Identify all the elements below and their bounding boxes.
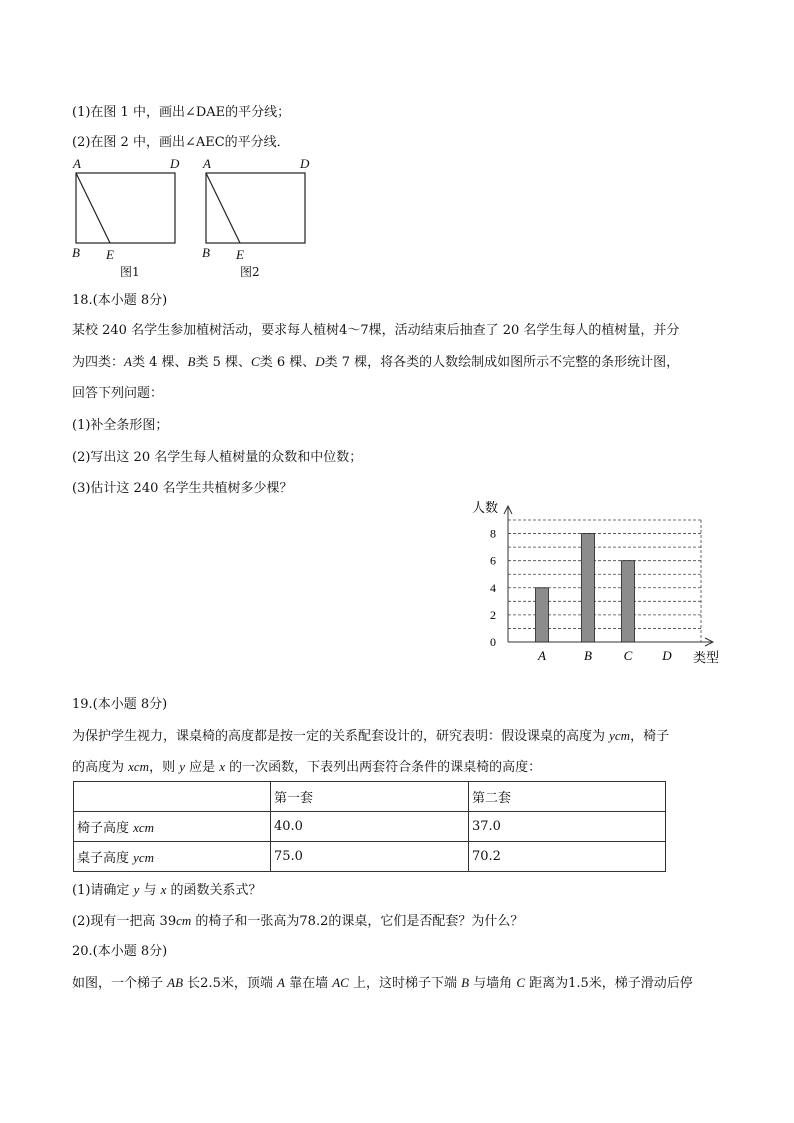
q18-header: 18.(本小题 8分) — [72, 293, 168, 308]
q20-var-a: A — [276, 975, 285, 990]
q18-cat-c: C — [251, 354, 260, 369]
table-header-set1: 第一套 — [271, 782, 469, 812]
y-tick-label: 4 — [490, 580, 496, 595]
row-label-text: 椅子高度 — [77, 821, 134, 836]
q19-text: 与 — [139, 883, 161, 898]
bar-b — [582, 534, 595, 642]
x-tick-label: B — [584, 648, 592, 663]
label-a: A — [203, 156, 211, 171]
height-table — [73, 781, 666, 872]
label-e: E — [236, 247, 244, 262]
q20-text: 与墙角 — [469, 976, 517, 991]
q19-intro-line1 — [72, 727, 669, 746]
q18-text: 类 7 棵，将各类的人数绘制成如图所示不完整的条形统计图， — [324, 355, 680, 370]
q19-var-x: x — [219, 759, 226, 774]
q19-unit-cm: cm — [176, 913, 192, 928]
row-label-var: ycm — [133, 850, 155, 865]
figure-1 — [70, 156, 190, 284]
q18-text: 类 6 棵、 — [259, 355, 316, 370]
table-row-label — [74, 812, 271, 842]
x-tick-label: C — [623, 648, 633, 663]
table-cell: 40.0 — [271, 812, 469, 842]
figure-2-caption: 图2 — [240, 265, 260, 279]
q18-intro-line3: 回答下列问题： — [72, 386, 164, 401]
q19-text: 的一次函数，下表列出两套符合条件的课桌椅的高度： — [225, 760, 542, 775]
q20-var-ab: AB — [167, 975, 184, 990]
label-d: D — [170, 156, 180, 171]
label-e: E — [106, 247, 114, 262]
q18-part2: (2)写出这 20 名学生每人植树量的众数和中位数； — [72, 450, 363, 465]
table-cell — [74, 782, 271, 812]
figure-2 — [200, 156, 320, 284]
q17-part1: (1)在图 1 中，画出∠DAE的平分线； — [72, 105, 291, 120]
q20-var-c: C — [516, 975, 525, 990]
x-axis-label: 类型 — [693, 651, 720, 666]
table-row-label — [74, 842, 271, 872]
q20-text: 长2.5米，顶端 — [183, 976, 277, 991]
q20-var-ac: AC — [332, 975, 349, 990]
y-tick-label: 6 — [490, 553, 496, 568]
table-cell: 37.0 — [469, 812, 666, 842]
q19-var-xcm: xcm — [128, 759, 150, 774]
q20-text: 上，这时梯子下端 — [348, 976, 462, 991]
bar-chart — [465, 497, 730, 672]
y-tick-label: 0 — [490, 635, 496, 649]
q20-text: 距离为1.5米，梯子滑动后停 — [524, 976, 693, 991]
table-cell: 70.2 — [469, 842, 666, 872]
q18-intro-line1: 某校 240 名学生参加植树活动，要求每人植树4～7棵，活动结束后抽查了 20 名学生每人的植树量，并分 — [72, 323, 680, 338]
row-label-text: 桌子高度 — [77, 851, 134, 866]
figure-1-caption: 图1 — [120, 265, 140, 279]
q19-text: 的函数关系式？ — [166, 883, 262, 898]
table-header-set2: 第二套 — [469, 782, 666, 812]
label-a: A — [73, 156, 81, 171]
table-row — [74, 812, 666, 842]
q18-cat-a: A — [124, 354, 132, 369]
q18-text: 为四类： — [72, 355, 125, 370]
q19-header: 19.(本小题 8分) — [72, 697, 168, 712]
bar-a — [536, 588, 549, 642]
q19-var-ycm: ycm — [609, 728, 631, 743]
q18-text: 类 4 棵、 — [131, 355, 188, 370]
y-tick-label: 8 — [490, 526, 496, 541]
q19-text: 的高度为 — [72, 760, 129, 775]
q19-intro-line2 — [72, 758, 541, 777]
q19-text: (1)请确定 — [72, 883, 134, 898]
q20-intro-line1 — [72, 974, 693, 993]
y-axis-label: 人数 — [472, 501, 499, 516]
q18-cat-d: D — [315, 354, 325, 369]
q20-var-b: B — [461, 975, 470, 990]
q19-part2 — [72, 912, 523, 931]
q19-text: 为保护学生视力，课桌椅的高度都是按一定的关系配套设计的，研究表明：假设课桌的高度为 — [72, 729, 610, 744]
q19-text: 应是 — [185, 760, 220, 775]
q18-part3: (3)估计这 240 名学生共植树多少棵？ — [72, 481, 293, 496]
q19-text: ，则 — [149, 760, 180, 775]
table-row — [74, 842, 666, 872]
label-d: D — [300, 156, 310, 171]
row-label-var: xcm — [133, 820, 155, 835]
q20-text: 靠在墙 — [284, 976, 333, 991]
bar-chart-svg — [465, 497, 730, 672]
q18-part1: (1)补全条形图； — [72, 418, 169, 433]
q20-header: 20.(本小题 8分) — [72, 944, 168, 959]
q20-text: 如图，一个梯子 — [72, 976, 168, 991]
q19-var-y: y — [179, 759, 185, 774]
q19-part1 — [72, 881, 262, 900]
x-tick-label: A — [538, 648, 546, 663]
q19-text: ，椅子 — [630, 729, 670, 744]
label-b: B — [72, 245, 80, 260]
table-header-row — [74, 782, 666, 812]
q19-var-x: x — [160, 882, 167, 897]
q18-intro-line2 — [72, 353, 679, 372]
bar-c — [622, 561, 635, 642]
label-b: B — [202, 245, 210, 260]
q17-part2: (2)在图 2 中，画出∠AEC的平分线． — [72, 135, 290, 150]
x-tick-label: D — [662, 648, 672, 663]
q19-text: 的椅子和一张高为78.2的课桌，它们是否配套？为什么？ — [191, 914, 524, 929]
q19-text: (2)现有一把高 39 — [72, 914, 177, 929]
q18-cat-b: B — [187, 354, 196, 369]
y-tick-label: 2 — [490, 607, 496, 622]
q18-text: 类 5 棵、 — [195, 355, 252, 370]
q19-var-y: y — [133, 882, 140, 897]
table-cell: 75.0 — [271, 842, 469, 872]
